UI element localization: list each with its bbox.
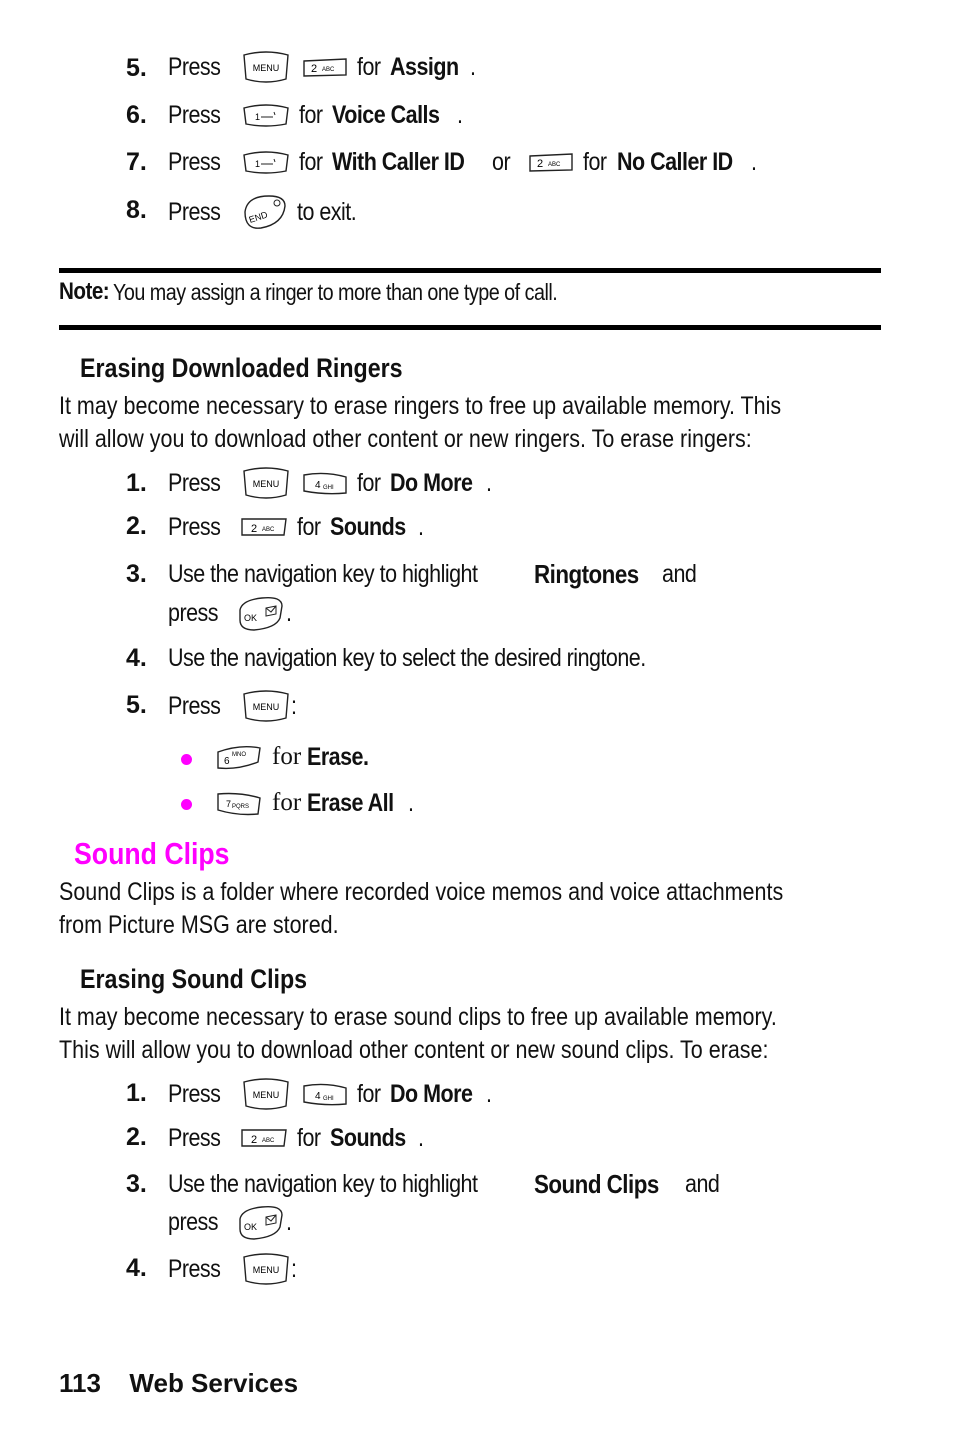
key-2-abc-icon [527, 150, 575, 174]
note [59, 272, 640, 312]
ringers-step-4: Use the navigation key to select the desired ringtone. [168, 643, 646, 672]
svg-text:2: 2 [250, 1134, 258, 1146]
paragraph-ringers-intro: It may become necessary to erase ringers to free up available memory. This will allow you to download other content or new ringers. To erase ringers: [59, 392, 782, 453]
step-5-assign: Press MENU 2 ABC for Assign . [168, 47, 476, 87]
svg-text:GHI: GHI [322, 1096, 334, 1102]
svg-text:GHI: GHI [322, 485, 334, 491]
svg-text:OK: OK [244, 613, 258, 623]
step-press: Press [168, 52, 221, 81]
svg-text:6: 6 [224, 756, 230, 767]
svg-text:MENU: MENU [252, 702, 280, 712]
page-number: 113 [59, 1368, 101, 1398]
key-2-abc-icon [239, 515, 289, 539]
section-title-sound-clips: Sound Clips [74, 836, 230, 871]
svg-text:1: 1 [254, 159, 260, 169]
step-number: 7. [126, 148, 147, 176]
svg-text:4: 4 [314, 1091, 321, 1102]
paragraph-clips-intro: It may become necessary to erase sound clips to free up available memory. This will allow you to download other content or new sound clips. To erase: [59, 1003, 777, 1064]
note-bottom-rule [59, 325, 881, 330]
svg-text:MENU: MENU [252, 1090, 280, 1100]
bullet-erase-all: 7 PQRS for Erase All . [214, 783, 414, 823]
bullet-dot [181, 799, 192, 810]
key-4-ghi-icon [301, 1080, 349, 1108]
ringers-step-2: Press 2 ABC for Sounds . [168, 512, 424, 541]
page-footer [59, 1368, 298, 1399]
svg-text:2: 2 [310, 63, 318, 75]
menu-key-icon [241, 1076, 291, 1112]
svg-text:OK: OK [244, 1222, 258, 1232]
svg-text:MNO: MNO [232, 752, 246, 758]
ok-key-icon [236, 594, 286, 632]
svg-text:2: 2 [250, 523, 258, 535]
step-number: 2. [126, 512, 147, 540]
svg-text:4: 4 [314, 480, 321, 491]
svg-text:PQRS: PQRS [232, 804, 250, 810]
bullet-dot [181, 754, 192, 765]
step-target: Assign [390, 52, 459, 81]
step-number: 1. [126, 469, 147, 497]
step-number: 4. [126, 1254, 147, 1282]
end-key-icon [239, 192, 289, 232]
svg-text:ABC: ABC [261, 1138, 275, 1144]
key-2-abc-icon [239, 1126, 289, 1150]
svg-text:1: 1 [254, 112, 260, 122]
menu-key-icon [241, 688, 291, 724]
menu-key-icon [241, 49, 291, 85]
clips-step-3-cont: press OK . [168, 1202, 293, 1242]
svg-text:2: 2 [537, 158, 544, 170]
clips-step-3: Use the navigation key to highlight Sound Clips and [168, 1168, 720, 1199]
key-label: MENU [252, 63, 280, 73]
ok-key-icon [236, 1203, 286, 1241]
svg-text:ABC: ABC [261, 527, 275, 533]
step-number: 5. [126, 54, 147, 82]
bullet-erase: 6 MNO for Erase. [214, 737, 379, 777]
step-7-caller-id: Press 1 for With Caller ID or 2 ABC for No Caller ID . [168, 147, 757, 176]
key-2-abc-icon [301, 55, 349, 79]
key-1-icon [241, 100, 291, 130]
svg-text:END: END [247, 209, 269, 225]
clips-step-1: Press MENU 4 GHI for Do More . [168, 1074, 492, 1114]
note-label: Note: [59, 278, 110, 305]
svg-text:7: 7 [226, 799, 232, 809]
subheading-erasing-sound-clips: Erasing Sound Clips [80, 964, 308, 994]
step-6-voice-calls: Press 1 for Voice Calls . [168, 100, 463, 129]
ringers-step-3: Use the navigation key to highlight Ringtones and [168, 558, 696, 589]
step-number: 6. [126, 101, 147, 129]
step-number: 1. [126, 1079, 147, 1107]
subheading-erasing-ringers: Erasing Downloaded Ringers [80, 353, 403, 383]
ringers-step-1: Press MENU 4 GHI for Do More . [168, 463, 492, 503]
note-text: You may assign a ringer to more than one type of call. [113, 278, 558, 305]
step-8-exit: Press END to exit. [168, 192, 366, 232]
clips-step-4: Press MENU : [168, 1249, 297, 1289]
menu-key-icon [241, 1251, 291, 1287]
key-4-ghi-icon [301, 469, 349, 497]
step-number: 8. [126, 196, 147, 224]
paragraph-sound-clips-intro: Sound Clips is a folder where recorded voice memos and voice attachments from Picture MSG are stored. [59, 878, 784, 939]
ringers-step-3-cont: press OK . [168, 593, 293, 633]
key-7-pqrs-icon [214, 788, 264, 818]
svg-text:MENU: MENU [252, 479, 280, 489]
svg-text:ABC: ABC [321, 67, 335, 73]
key-1-icon [241, 147, 291, 177]
clips-step-2: Press 2 ABC for Sounds . [168, 1123, 424, 1152]
key-6-mno-icon [214, 742, 264, 772]
ringers-step-5: Press MENU : [168, 686, 297, 726]
svg-text:ABC: ABC [548, 162, 561, 168]
step-number: 3. [126, 560, 147, 588]
footer-section-title: Web Services [129, 1368, 299, 1398]
menu-key-icon [241, 465, 291, 501]
step-number: 4. [126, 644, 147, 672]
step-number: 3. [126, 1170, 147, 1198]
step-number: 5. [126, 691, 147, 719]
svg-text:MENU: MENU [252, 1265, 280, 1275]
step-number: 2. [126, 1123, 147, 1151]
